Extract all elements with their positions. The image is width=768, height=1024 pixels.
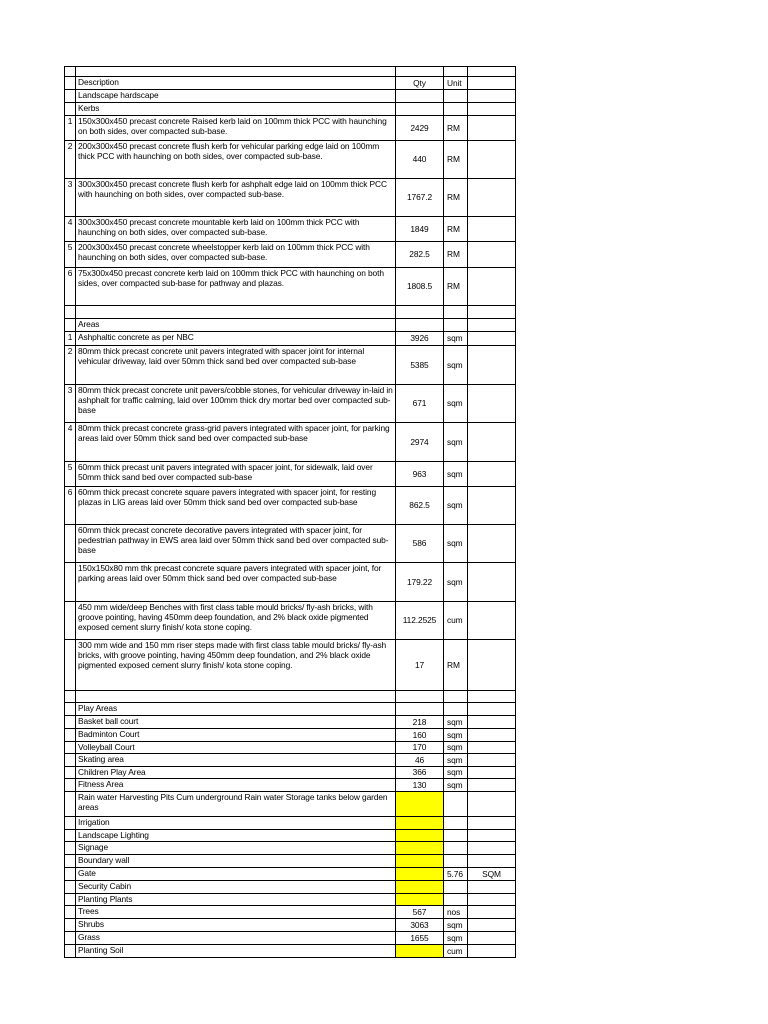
header-unit[interactable]: Unit bbox=[444, 77, 468, 90]
item-unit[interactable]: RM bbox=[444, 116, 468, 141]
item-extra[interactable] bbox=[468, 919, 516, 932]
cell[interactable] bbox=[76, 691, 396, 703]
spreadsheet bbox=[64, 66, 515, 958]
item-qty[interactable]: 1767.2 bbox=[396, 179, 444, 217]
item-qty[interactable] bbox=[396, 945, 444, 958]
cell[interactable] bbox=[76, 306, 396, 319]
item-number[interactable] bbox=[65, 525, 76, 563]
item-extra[interactable] bbox=[468, 894, 516, 906]
item-qty[interactable]: 1808.5 bbox=[396, 268, 444, 306]
section-title[interactable]: Kerbs bbox=[76, 103, 396, 116]
item-extra[interactable] bbox=[468, 754, 516, 767]
item-unit[interactable]: RM bbox=[444, 640, 468, 691]
item-description[interactable]: Boundary wall bbox=[76, 855, 396, 868]
item-description[interactable]: Rain water Harvesting Pits Cum underground Rain water Storage tanks below garden areas bbox=[76, 792, 396, 817]
item-number[interactable] bbox=[65, 932, 76, 945]
table-row bbox=[65, 640, 516, 691]
blank-row bbox=[65, 691, 516, 703]
item-extra[interactable] bbox=[468, 242, 516, 268]
item-number[interactable] bbox=[65, 716, 76, 729]
item-number[interactable] bbox=[65, 640, 76, 691]
item-description[interactable]: 200x300x450 precast concrete wheelstopper kerb laid on 100mm thick PCC with haunching on both sides, over compacted sub-base. bbox=[76, 242, 396, 268]
item-description[interactable]: Skating area bbox=[76, 754, 396, 767]
cell[interactable] bbox=[468, 90, 516, 103]
item-extra[interactable] bbox=[468, 779, 516, 792]
item-extra[interactable] bbox=[468, 602, 516, 640]
item-number[interactable] bbox=[65, 729, 76, 742]
item-description[interactable]: 60mm thick precast unit pavers integrated with spacer joint, for sidewalk, laid over 50mm thick sand bed over compacted sub-base bbox=[76, 462, 396, 487]
item-description[interactable]: Planting Plants bbox=[76, 894, 396, 906]
cell[interactable] bbox=[65, 306, 76, 319]
item-unit[interactable]: sqm bbox=[444, 525, 468, 563]
item-unit[interactable]: sqm bbox=[444, 332, 468, 346]
item-unit[interactable] bbox=[444, 817, 468, 830]
item-qty[interactable]: 160 bbox=[396, 729, 444, 742]
item-unit[interactable]: sqm bbox=[444, 346, 468, 385]
table-row bbox=[65, 385, 516, 423]
item-unit[interactable] bbox=[444, 830, 468, 842]
item-unit[interactable] bbox=[444, 842, 468, 855]
item-qty[interactable] bbox=[396, 830, 444, 842]
item-unit[interactable]: 5.76 bbox=[444, 868, 468, 881]
item-unit[interactable]: sqm bbox=[444, 779, 468, 792]
item-qty[interactable] bbox=[396, 817, 444, 830]
cell[interactable] bbox=[65, 691, 76, 703]
bill-of-quantities-table bbox=[64, 66, 516, 958]
blank-row bbox=[65, 67, 516, 77]
item-number[interactable]: 3 bbox=[65, 179, 76, 217]
section-title[interactable]: Landscape hardscape bbox=[76, 90, 396, 103]
item-extra[interactable] bbox=[468, 268, 516, 306]
item-unit[interactable]: sqm bbox=[444, 563, 468, 602]
cell[interactable] bbox=[444, 306, 468, 319]
table-row bbox=[65, 767, 516, 779]
item-description[interactable]: 75x300x450 precast concrete kerb laid on 100mm thick PCC with haunching on both sides, over compacted sub-base for pathway and plazas. bbox=[76, 268, 396, 306]
item-description[interactable]: Landscape Lighting bbox=[76, 830, 396, 842]
item-qty[interactable]: 963 bbox=[396, 462, 444, 487]
item-extra[interactable] bbox=[468, 767, 516, 779]
cell[interactable] bbox=[65, 103, 76, 116]
item-qty[interactable]: 567 bbox=[396, 906, 444, 919]
item-unit[interactable] bbox=[444, 792, 468, 817]
item-qty[interactable] bbox=[396, 842, 444, 855]
item-unit[interactable]: RM bbox=[444, 217, 468, 242]
table-row bbox=[65, 346, 516, 385]
table-row bbox=[65, 141, 516, 179]
cell[interactable] bbox=[444, 703, 468, 716]
item-extra[interactable] bbox=[468, 487, 516, 525]
item-extra[interactable] bbox=[468, 332, 516, 346]
table-row bbox=[65, 855, 516, 868]
item-number[interactable] bbox=[65, 945, 76, 958]
item-qty[interactable]: 586 bbox=[396, 525, 444, 563]
cell[interactable] bbox=[65, 67, 76, 77]
cell[interactable] bbox=[396, 103, 444, 116]
item-unit[interactable]: RM bbox=[444, 141, 468, 179]
item-description[interactable]: Badminton Court bbox=[76, 729, 396, 742]
item-qty[interactable] bbox=[396, 855, 444, 868]
cell[interactable] bbox=[396, 703, 444, 716]
table-row bbox=[65, 729, 516, 742]
item-description[interactable]: Children Play Area bbox=[76, 767, 396, 779]
item-description[interactable]: 450 mm wide/deep Benches with first class table mould bricks/ fly-ash bricks, with groove pointing, having 450mm deep foundation, and 2% black oxide pigmented exposed cement slurry finish/ kota stone coping. bbox=[76, 602, 396, 640]
item-extra[interactable] bbox=[468, 141, 516, 179]
header-row bbox=[65, 77, 516, 90]
item-description[interactable]: Security Cabin bbox=[76, 881, 396, 894]
item-extra[interactable]: SQM bbox=[468, 868, 516, 881]
item-qty[interactable]: 2974 bbox=[396, 423, 444, 462]
item-unit[interactable]: RM bbox=[444, 179, 468, 217]
item-qty[interactable]: 130 bbox=[396, 779, 444, 792]
item-description[interactable]: Grass bbox=[76, 932, 396, 945]
table-row bbox=[65, 462, 516, 487]
item-number[interactable] bbox=[65, 742, 76, 754]
cell[interactable] bbox=[444, 67, 468, 77]
item-unit[interactable]: sqm bbox=[444, 487, 468, 525]
item-unit[interactable] bbox=[444, 881, 468, 894]
item-description[interactable]: Trees bbox=[76, 906, 396, 919]
item-qty[interactable]: 3063 bbox=[396, 919, 444, 932]
item-number[interactable] bbox=[65, 855, 76, 868]
item-extra[interactable] bbox=[468, 423, 516, 462]
table-row bbox=[65, 919, 516, 932]
item-number[interactable] bbox=[65, 602, 76, 640]
table-row bbox=[65, 742, 516, 754]
item-extra[interactable] bbox=[468, 346, 516, 385]
item-number[interactable] bbox=[65, 919, 76, 932]
table-row bbox=[65, 217, 516, 242]
cell[interactable] bbox=[468, 703, 516, 716]
item-description[interactable]: 80mm thick precast concrete grass-grid pavers integrated with spacer joint, for parking areas laid over 50mm thick sand bed over compacted sub-base bbox=[76, 423, 396, 462]
item-extra[interactable] bbox=[468, 462, 516, 487]
item-extra[interactable] bbox=[468, 881, 516, 894]
kerbs-group bbox=[65, 116, 516, 306]
table-row bbox=[65, 716, 516, 729]
item-number[interactable] bbox=[65, 881, 76, 894]
table-row bbox=[65, 830, 516, 842]
item-number[interactable]: 6 bbox=[65, 268, 76, 306]
table-row bbox=[65, 602, 516, 640]
item-qty[interactable]: 1655 bbox=[396, 932, 444, 945]
item-description[interactable]: Basket ball court bbox=[76, 716, 396, 729]
table-row bbox=[65, 179, 516, 217]
item-unit[interactable]: sqm bbox=[444, 754, 468, 767]
item-qty[interactable]: 17 bbox=[396, 640, 444, 691]
item-extra[interactable] bbox=[468, 640, 516, 691]
item-number[interactable] bbox=[65, 779, 76, 792]
cell[interactable] bbox=[396, 319, 444, 332]
table-row bbox=[65, 881, 516, 894]
cell[interactable] bbox=[65, 319, 76, 332]
cell[interactable] bbox=[444, 103, 468, 116]
item-number[interactable] bbox=[65, 767, 76, 779]
item-qty[interactable] bbox=[396, 868, 444, 881]
item-qty[interactable]: 46 bbox=[396, 754, 444, 767]
item-number[interactable]: 2 bbox=[65, 141, 76, 179]
table-row bbox=[65, 817, 516, 830]
item-description[interactable]: Irrigation bbox=[76, 817, 396, 830]
item-extra[interactable] bbox=[468, 932, 516, 945]
item-qty[interactable]: 179.22 bbox=[396, 563, 444, 602]
item-unit[interactable]: sqm bbox=[444, 423, 468, 462]
item-extra[interactable] bbox=[468, 945, 516, 958]
section-row-play-areas bbox=[65, 703, 516, 716]
item-unit[interactable]: sqm bbox=[444, 767, 468, 779]
item-number[interactable]: 6 bbox=[65, 487, 76, 525]
item-qty[interactable]: 170 bbox=[396, 742, 444, 754]
item-unit[interactable]: sqm bbox=[444, 919, 468, 932]
item-description[interactable]: 300x300x450 precast concrete flush kerb for ashphalt edge laid on 100mm thick PCC with haunching on both sides, over compacted sub-base. bbox=[76, 179, 396, 217]
item-number[interactable]: 2 bbox=[65, 346, 76, 385]
table-row bbox=[65, 842, 516, 855]
other-items-group bbox=[65, 792, 516, 958]
item-extra[interactable] bbox=[468, 729, 516, 742]
table-row bbox=[65, 906, 516, 919]
item-qty[interactable] bbox=[396, 881, 444, 894]
section-row-hardscape bbox=[65, 90, 516, 103]
play-areas-group bbox=[65, 716, 516, 792]
item-number[interactable] bbox=[65, 894, 76, 906]
item-extra[interactable] bbox=[468, 842, 516, 855]
item-extra[interactable] bbox=[468, 716, 516, 729]
item-number[interactable] bbox=[65, 830, 76, 842]
item-qty[interactable]: 440 bbox=[396, 141, 444, 179]
item-unit[interactable]: cum bbox=[444, 602, 468, 640]
cell[interactable] bbox=[396, 691, 444, 703]
item-description[interactable]: 80mm thick precast concrete unit pavers/cobble stones, for vehicular driveway in-laid in ashphalt for traffic calming, laid over 100mm thick dry mortar bed over compacted sub-base bbox=[76, 385, 396, 423]
cell[interactable] bbox=[468, 103, 516, 116]
item-description[interactable]: Signage bbox=[76, 842, 396, 855]
item-extra[interactable] bbox=[468, 116, 516, 141]
section-row-kerbs bbox=[65, 103, 516, 116]
blank-row bbox=[65, 306, 516, 319]
item-description[interactable]: 150x150x80 mm thk precast concrete square pavers integrated with spacer joint, for parking areas laid over 50mm thick sand bed over compacted sub-base bbox=[76, 563, 396, 602]
item-number[interactable]: 5 bbox=[65, 242, 76, 268]
item-unit[interactable]: sqm bbox=[444, 729, 468, 742]
header-description[interactable]: Description bbox=[76, 77, 396, 90]
item-number[interactable] bbox=[65, 868, 76, 881]
table-row bbox=[65, 525, 516, 563]
item-extra[interactable] bbox=[468, 742, 516, 754]
item-extra[interactable] bbox=[468, 817, 516, 830]
section-row-areas bbox=[65, 319, 516, 332]
item-extra[interactable] bbox=[468, 179, 516, 217]
table-row bbox=[65, 423, 516, 462]
item-qty[interactable]: 282.5 bbox=[396, 242, 444, 268]
item-extra[interactable] bbox=[468, 906, 516, 919]
table-row bbox=[65, 268, 516, 306]
item-qty[interactable]: 218 bbox=[396, 716, 444, 729]
item-description[interactable]: 60mm thick precast concrete square pavers integrated with spacer joint, for resting plazas in LIG areas laid over 50mm thick sand bed over compacted sub-base bbox=[76, 487, 396, 525]
item-qty[interactable] bbox=[396, 792, 444, 817]
table-row bbox=[65, 792, 516, 817]
item-extra[interactable] bbox=[468, 385, 516, 423]
item-qty[interactable]: 5385 bbox=[396, 346, 444, 385]
cell[interactable] bbox=[76, 67, 396, 77]
item-qty[interactable]: 671 bbox=[396, 385, 444, 423]
cell[interactable] bbox=[65, 90, 76, 103]
cell[interactable] bbox=[468, 67, 516, 77]
item-unit[interactable]: RM bbox=[444, 268, 468, 306]
header-qty[interactable]: Qty bbox=[396, 77, 444, 90]
item-qty[interactable]: 1849 bbox=[396, 217, 444, 242]
table-row bbox=[65, 754, 516, 767]
table-row bbox=[65, 932, 516, 945]
item-description[interactable]: 300 mm wide and 150 mm riser steps made with first class table mould bricks/ fly-ash bricks, with groove pointing, having 450mm deep foundation, and 2% black oxide pigmented exposed cement slurry finish/ kota stone coping. bbox=[76, 640, 396, 691]
item-description[interactable]: Gate bbox=[76, 868, 396, 881]
cell[interactable] bbox=[396, 67, 444, 77]
item-number[interactable]: 3 bbox=[65, 385, 76, 423]
cell[interactable] bbox=[65, 703, 76, 716]
item-unit[interactable]: cum bbox=[444, 945, 468, 958]
item-description[interactable]: Volleyball Court bbox=[76, 742, 396, 754]
cell[interactable] bbox=[444, 319, 468, 332]
cell[interactable] bbox=[468, 306, 516, 319]
section-title[interactable]: Areas bbox=[76, 319, 396, 332]
item-qty[interactable]: 112.2525 bbox=[396, 602, 444, 640]
item-qty[interactable] bbox=[396, 894, 444, 906]
table-row bbox=[65, 894, 516, 906]
item-extra[interactable] bbox=[468, 525, 516, 563]
item-description[interactable]: 80mm thick precast concrete unit pavers integrated with spacer joint for internal vehicular driveway, laid over 50mm thick sand bed over compacted sub-base bbox=[76, 346, 396, 385]
item-description[interactable]: Ashphaltic concrete as per NBC bbox=[76, 332, 396, 346]
item-description[interactable]: Planting Soil bbox=[76, 945, 396, 958]
item-extra[interactable] bbox=[468, 217, 516, 242]
item-number[interactable] bbox=[65, 817, 76, 830]
cell[interactable] bbox=[65, 77, 76, 90]
item-description[interactable]: 150x300x450 precast concrete Raised kerb laid on 100mm thick PCC with haunching on both sides, over compacted sub-base. bbox=[76, 116, 396, 141]
cell[interactable] bbox=[468, 319, 516, 332]
table-row bbox=[65, 242, 516, 268]
item-number[interactable] bbox=[65, 563, 76, 602]
item-description[interactable]: Shrubs bbox=[76, 919, 396, 932]
item-unit[interactable] bbox=[444, 894, 468, 906]
section-title[interactable]: Play Areas bbox=[76, 703, 396, 716]
table-row bbox=[65, 868, 516, 881]
item-extra[interactable] bbox=[468, 563, 516, 602]
table-row bbox=[65, 563, 516, 602]
item-unit[interactable] bbox=[444, 855, 468, 868]
item-unit[interactable]: sqm bbox=[444, 742, 468, 754]
item-extra[interactable] bbox=[468, 855, 516, 868]
item-qty[interactable]: 366 bbox=[396, 767, 444, 779]
item-qty[interactable]: 2429 bbox=[396, 116, 444, 141]
item-qty[interactable]: 862.5 bbox=[396, 487, 444, 525]
item-number[interactable] bbox=[65, 906, 76, 919]
item-number[interactable] bbox=[65, 792, 76, 817]
cell[interactable] bbox=[444, 90, 468, 103]
table-row bbox=[65, 945, 516, 958]
cell[interactable] bbox=[444, 691, 468, 703]
item-number[interactable] bbox=[65, 754, 76, 767]
cell[interactable] bbox=[468, 77, 516, 90]
item-description[interactable]: 60mm thick precast concrete decorative pavers integrated with spacer joint, for pedestrian pathway in EWS area laid over 50mm thick sand bed over compacted sub-base bbox=[76, 525, 396, 563]
table-row bbox=[65, 116, 516, 141]
item-unit[interactable]: nos bbox=[444, 906, 468, 919]
cell[interactable] bbox=[396, 90, 444, 103]
item-number[interactable] bbox=[65, 842, 76, 855]
cell[interactable] bbox=[396, 306, 444, 319]
item-number[interactable]: 1 bbox=[65, 116, 76, 141]
item-number[interactable]: 1 bbox=[65, 332, 76, 346]
item-unit[interactable]: sqm bbox=[444, 716, 468, 729]
table-row bbox=[65, 779, 516, 792]
item-description[interactable]: 200x300x450 precast concrete flush kerb for vehicular parking edge laid on 100mm thick PCC with haunching on both sides, over compacted sub-base. bbox=[76, 141, 396, 179]
item-unit[interactable]: sqm bbox=[444, 385, 468, 423]
item-number[interactable]: 4 bbox=[65, 423, 76, 462]
item-unit[interactable]: RM bbox=[444, 242, 468, 268]
areas-group bbox=[65, 332, 516, 691]
item-unit[interactable]: sqm bbox=[444, 932, 468, 945]
item-description[interactable]: 300x300x450 precast concrete mountable kerb laid on 100mm thick PCC with haunching on both sides, over compacted sub-base. bbox=[76, 217, 396, 242]
table-row bbox=[65, 332, 516, 346]
item-number[interactable]: 4 bbox=[65, 217, 76, 242]
item-extra[interactable] bbox=[468, 830, 516, 842]
table-row bbox=[65, 487, 516, 525]
item-description[interactable]: Fitness Area bbox=[76, 779, 396, 792]
item-number[interactable]: 5 bbox=[65, 462, 76, 487]
item-qty[interactable]: 3926 bbox=[396, 332, 444, 346]
item-unit[interactable]: sqm bbox=[444, 462, 468, 487]
item-extra[interactable] bbox=[468, 792, 516, 817]
cell[interactable] bbox=[468, 691, 516, 703]
